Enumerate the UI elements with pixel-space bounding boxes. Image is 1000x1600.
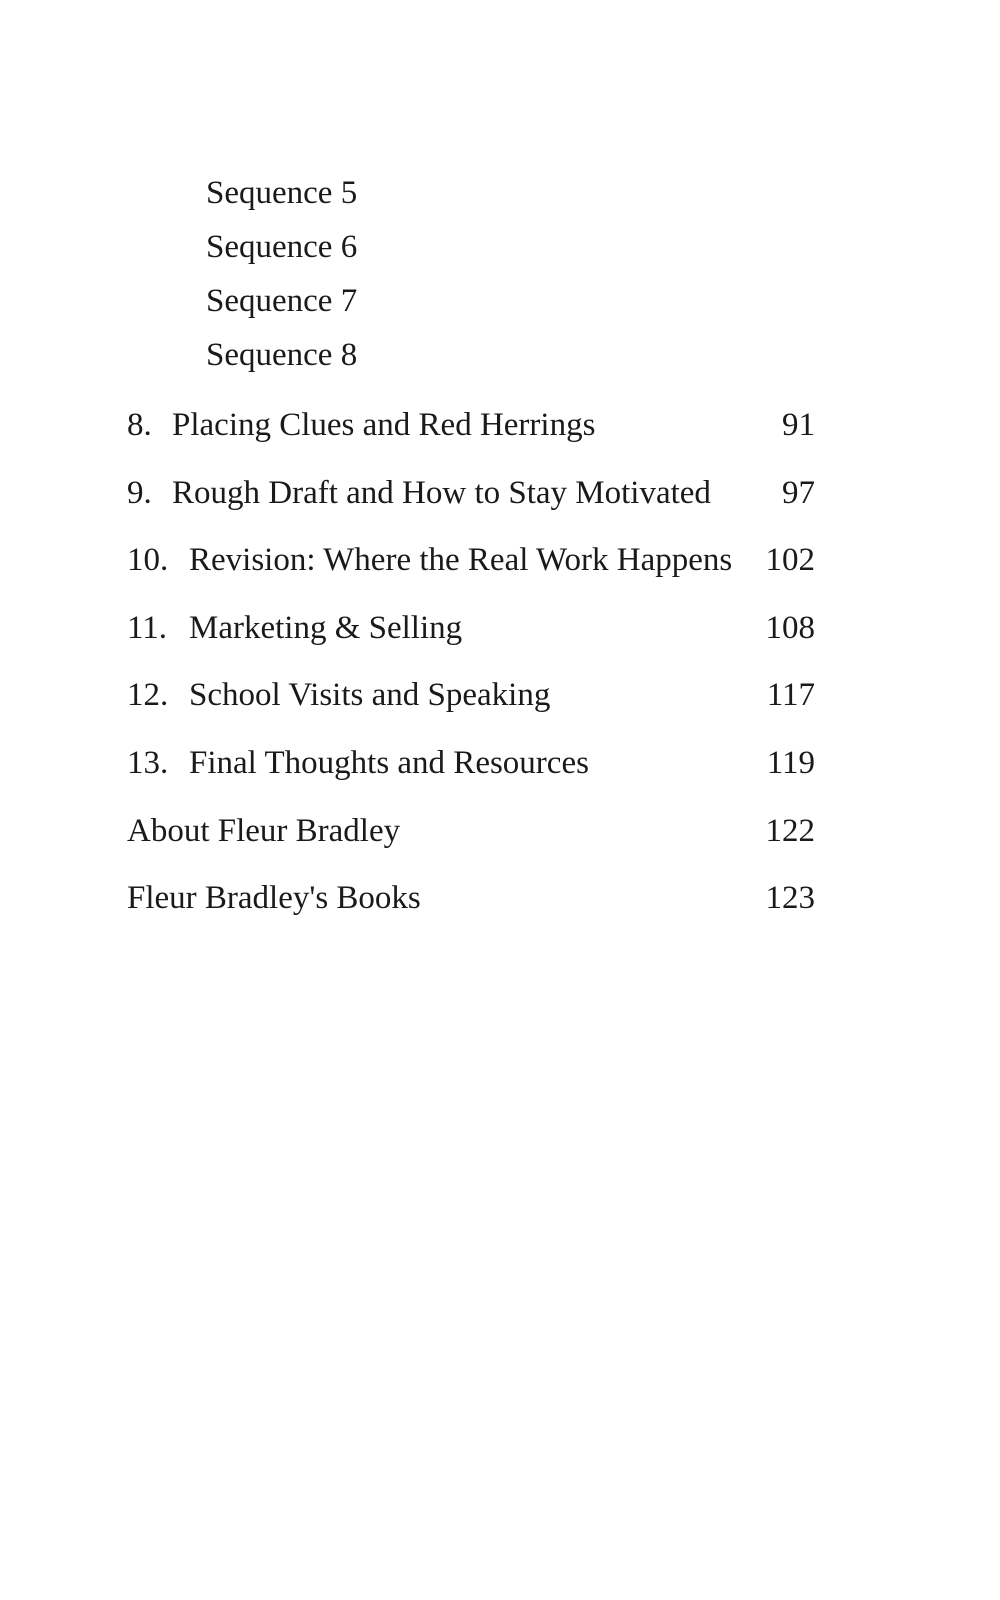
page-number: 117 [766,677,815,714]
chapter-number: 9. [127,474,152,511]
chapter-title: Marketing & Selling [189,609,463,646]
toc-entry-chapter-8[interactable] [127,392,815,460]
toc-entry-author-books[interactable] [127,865,815,933]
toc-subsection-item[interactable]: Sequence 7 [206,283,358,319]
toc-subsection-item[interactable]: Sequence 6 [206,229,358,265]
chapter-title: Rough Draft and How to Stay Motivated [172,474,711,511]
page-number: 108 [765,609,815,646]
subsection-list [206,166,357,382]
toc-entry-chapter-11[interactable] [127,595,815,663]
page-number: 102 [765,542,815,579]
chapter-title: Placing Clues and Red Herrings [172,407,596,443]
chapter-number: 8. [127,407,152,443]
toc-entry-chapter-9[interactable] [127,460,815,528]
chapter-number: 13. [127,744,169,781]
chapter-list [127,392,815,933]
entry-title: Fleur Bradley's Books [127,880,421,917]
chapter-title: Revision: Where the Real Work Happens [189,542,733,579]
page-number: 97 [782,474,815,511]
chapter-number: 12. [127,677,169,714]
toc-entry-chapter-10[interactable] [127,527,815,595]
toc-entry-chapter-13[interactable] [127,730,815,798]
chapter-number: 10. [127,542,169,579]
toc-subsection-item[interactable]: Sequence 5 [206,175,358,211]
page-number: 91 [782,407,815,443]
page-number: 123 [765,880,815,917]
chapter-title: Final Thoughts and Resources [189,744,589,781]
page-number: 122 [765,812,815,849]
page-number: 119 [766,744,815,781]
entry-title: About Fleur Bradley [127,812,401,849]
chapter-title: School Visits and Speaking [189,677,551,714]
toc-subsection-item[interactable]: Sequence 8 [206,337,358,373]
toc-entry-about-author[interactable] [127,798,815,866]
toc-entry-chapter-12[interactable] [127,662,815,730]
chapter-number: 11. [127,609,168,646]
